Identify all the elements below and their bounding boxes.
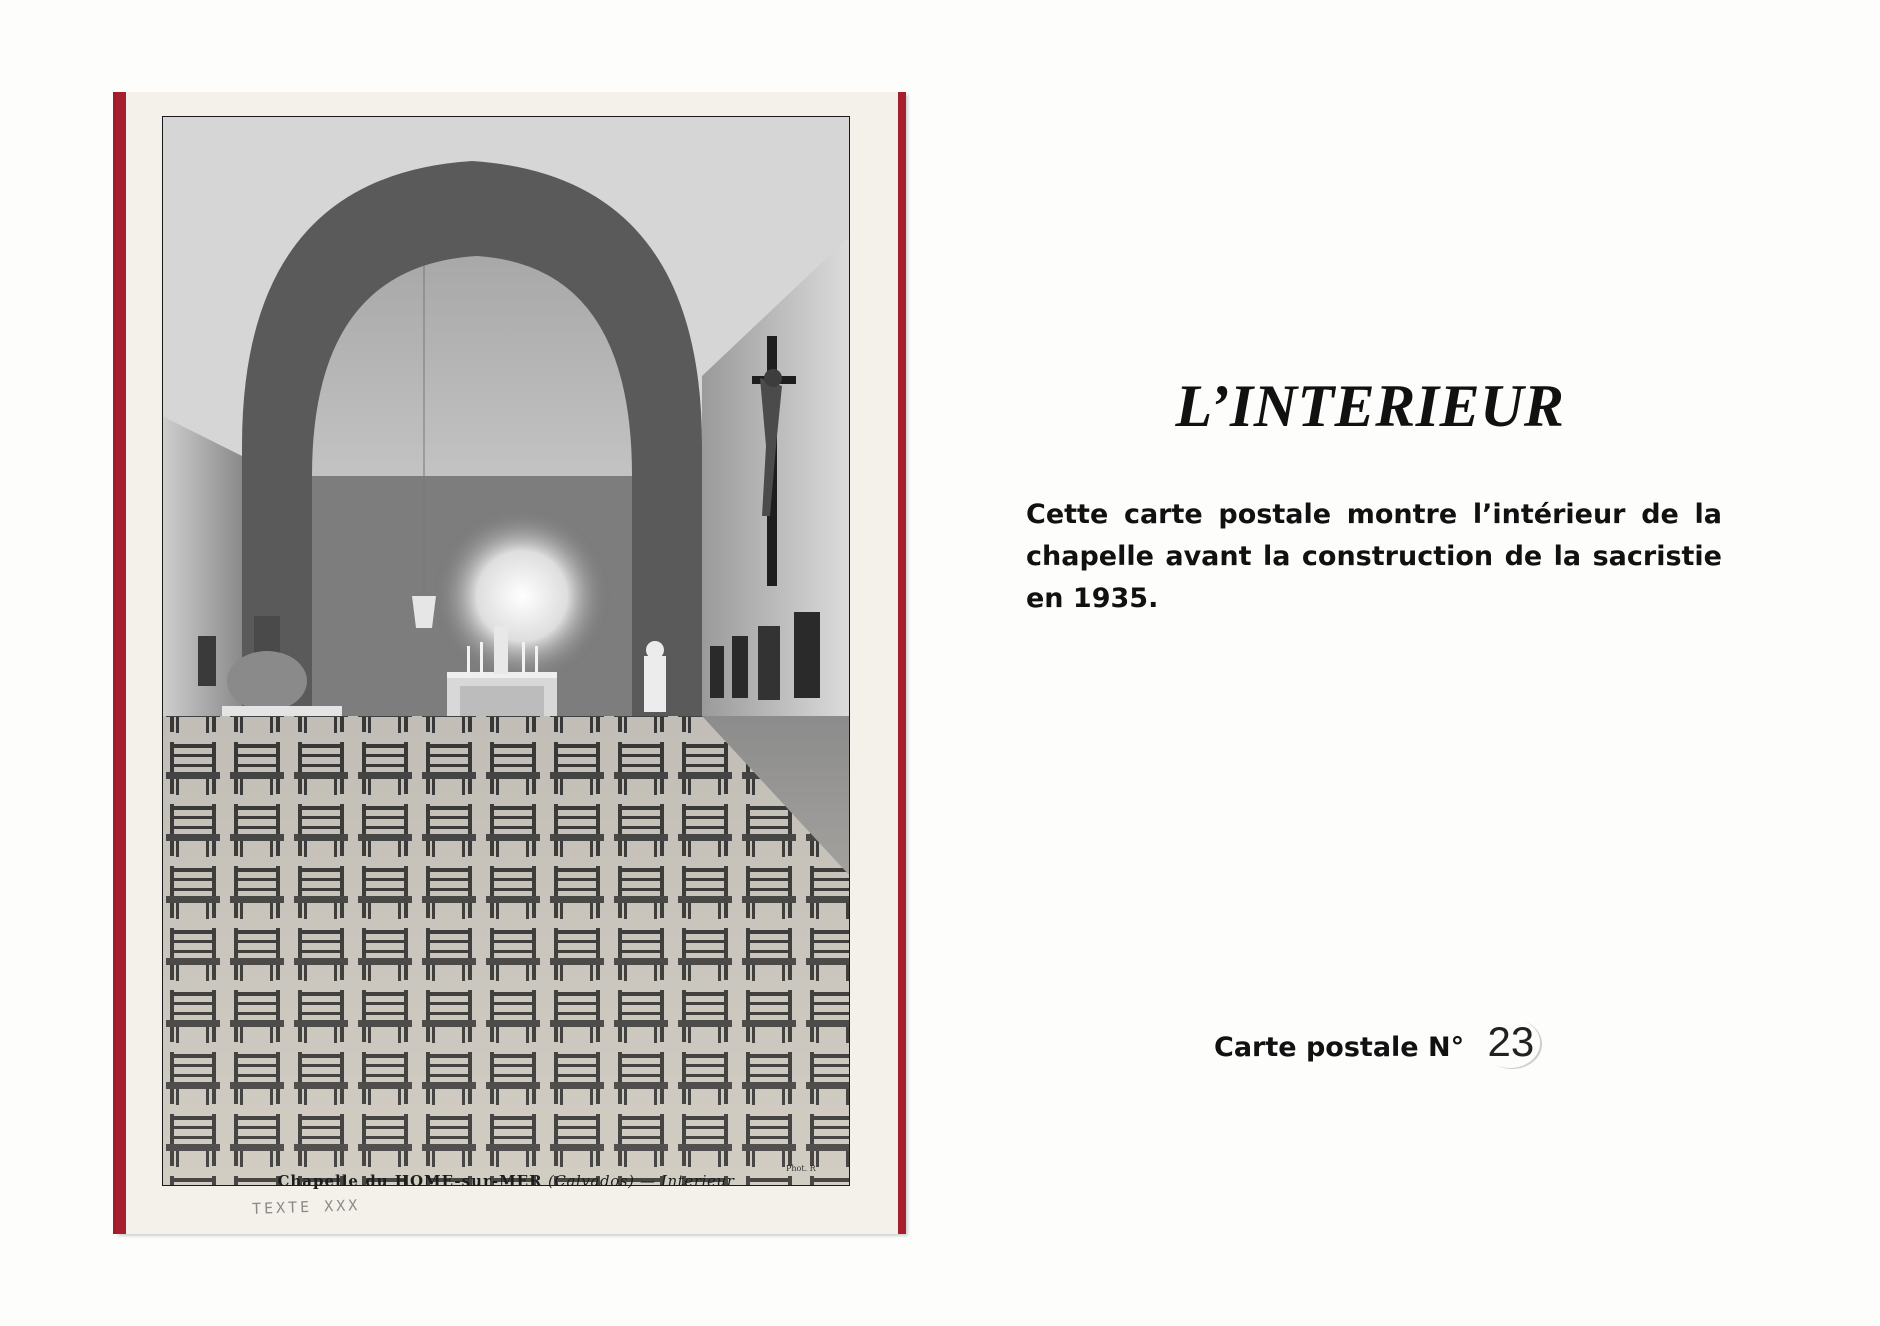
handwritten-note: TEXTE XXX bbox=[251, 1196, 361, 1218]
chapel-interior-illustration bbox=[162, 116, 850, 1186]
caption-place-name: Chapelle du HOME-sur-MER bbox=[277, 1172, 543, 1190]
caption-subject: Interieur bbox=[660, 1172, 735, 1190]
caption-separator: — bbox=[640, 1172, 656, 1190]
card-number-label: Carte postale N° bbox=[1214, 1032, 1465, 1063]
chapel-interior-photo bbox=[162, 116, 850, 1186]
photo-credit: Phot. R bbox=[786, 1164, 816, 1173]
postcard-caption bbox=[162, 1172, 850, 1190]
description-text: Cette carte postale montre l’intérieur de la chapelle avant la construction de la sacristie en 1935. bbox=[1026, 499, 1722, 614]
card-number-value: 23 bbox=[1480, 1018, 1541, 1068]
postcard bbox=[116, 92, 906, 1234]
page-heading: L’INTERIEUR bbox=[1175, 373, 1565, 439]
caption-region: (Calvados) bbox=[547, 1172, 635, 1190]
card-number bbox=[1214, 1018, 1574, 1068]
